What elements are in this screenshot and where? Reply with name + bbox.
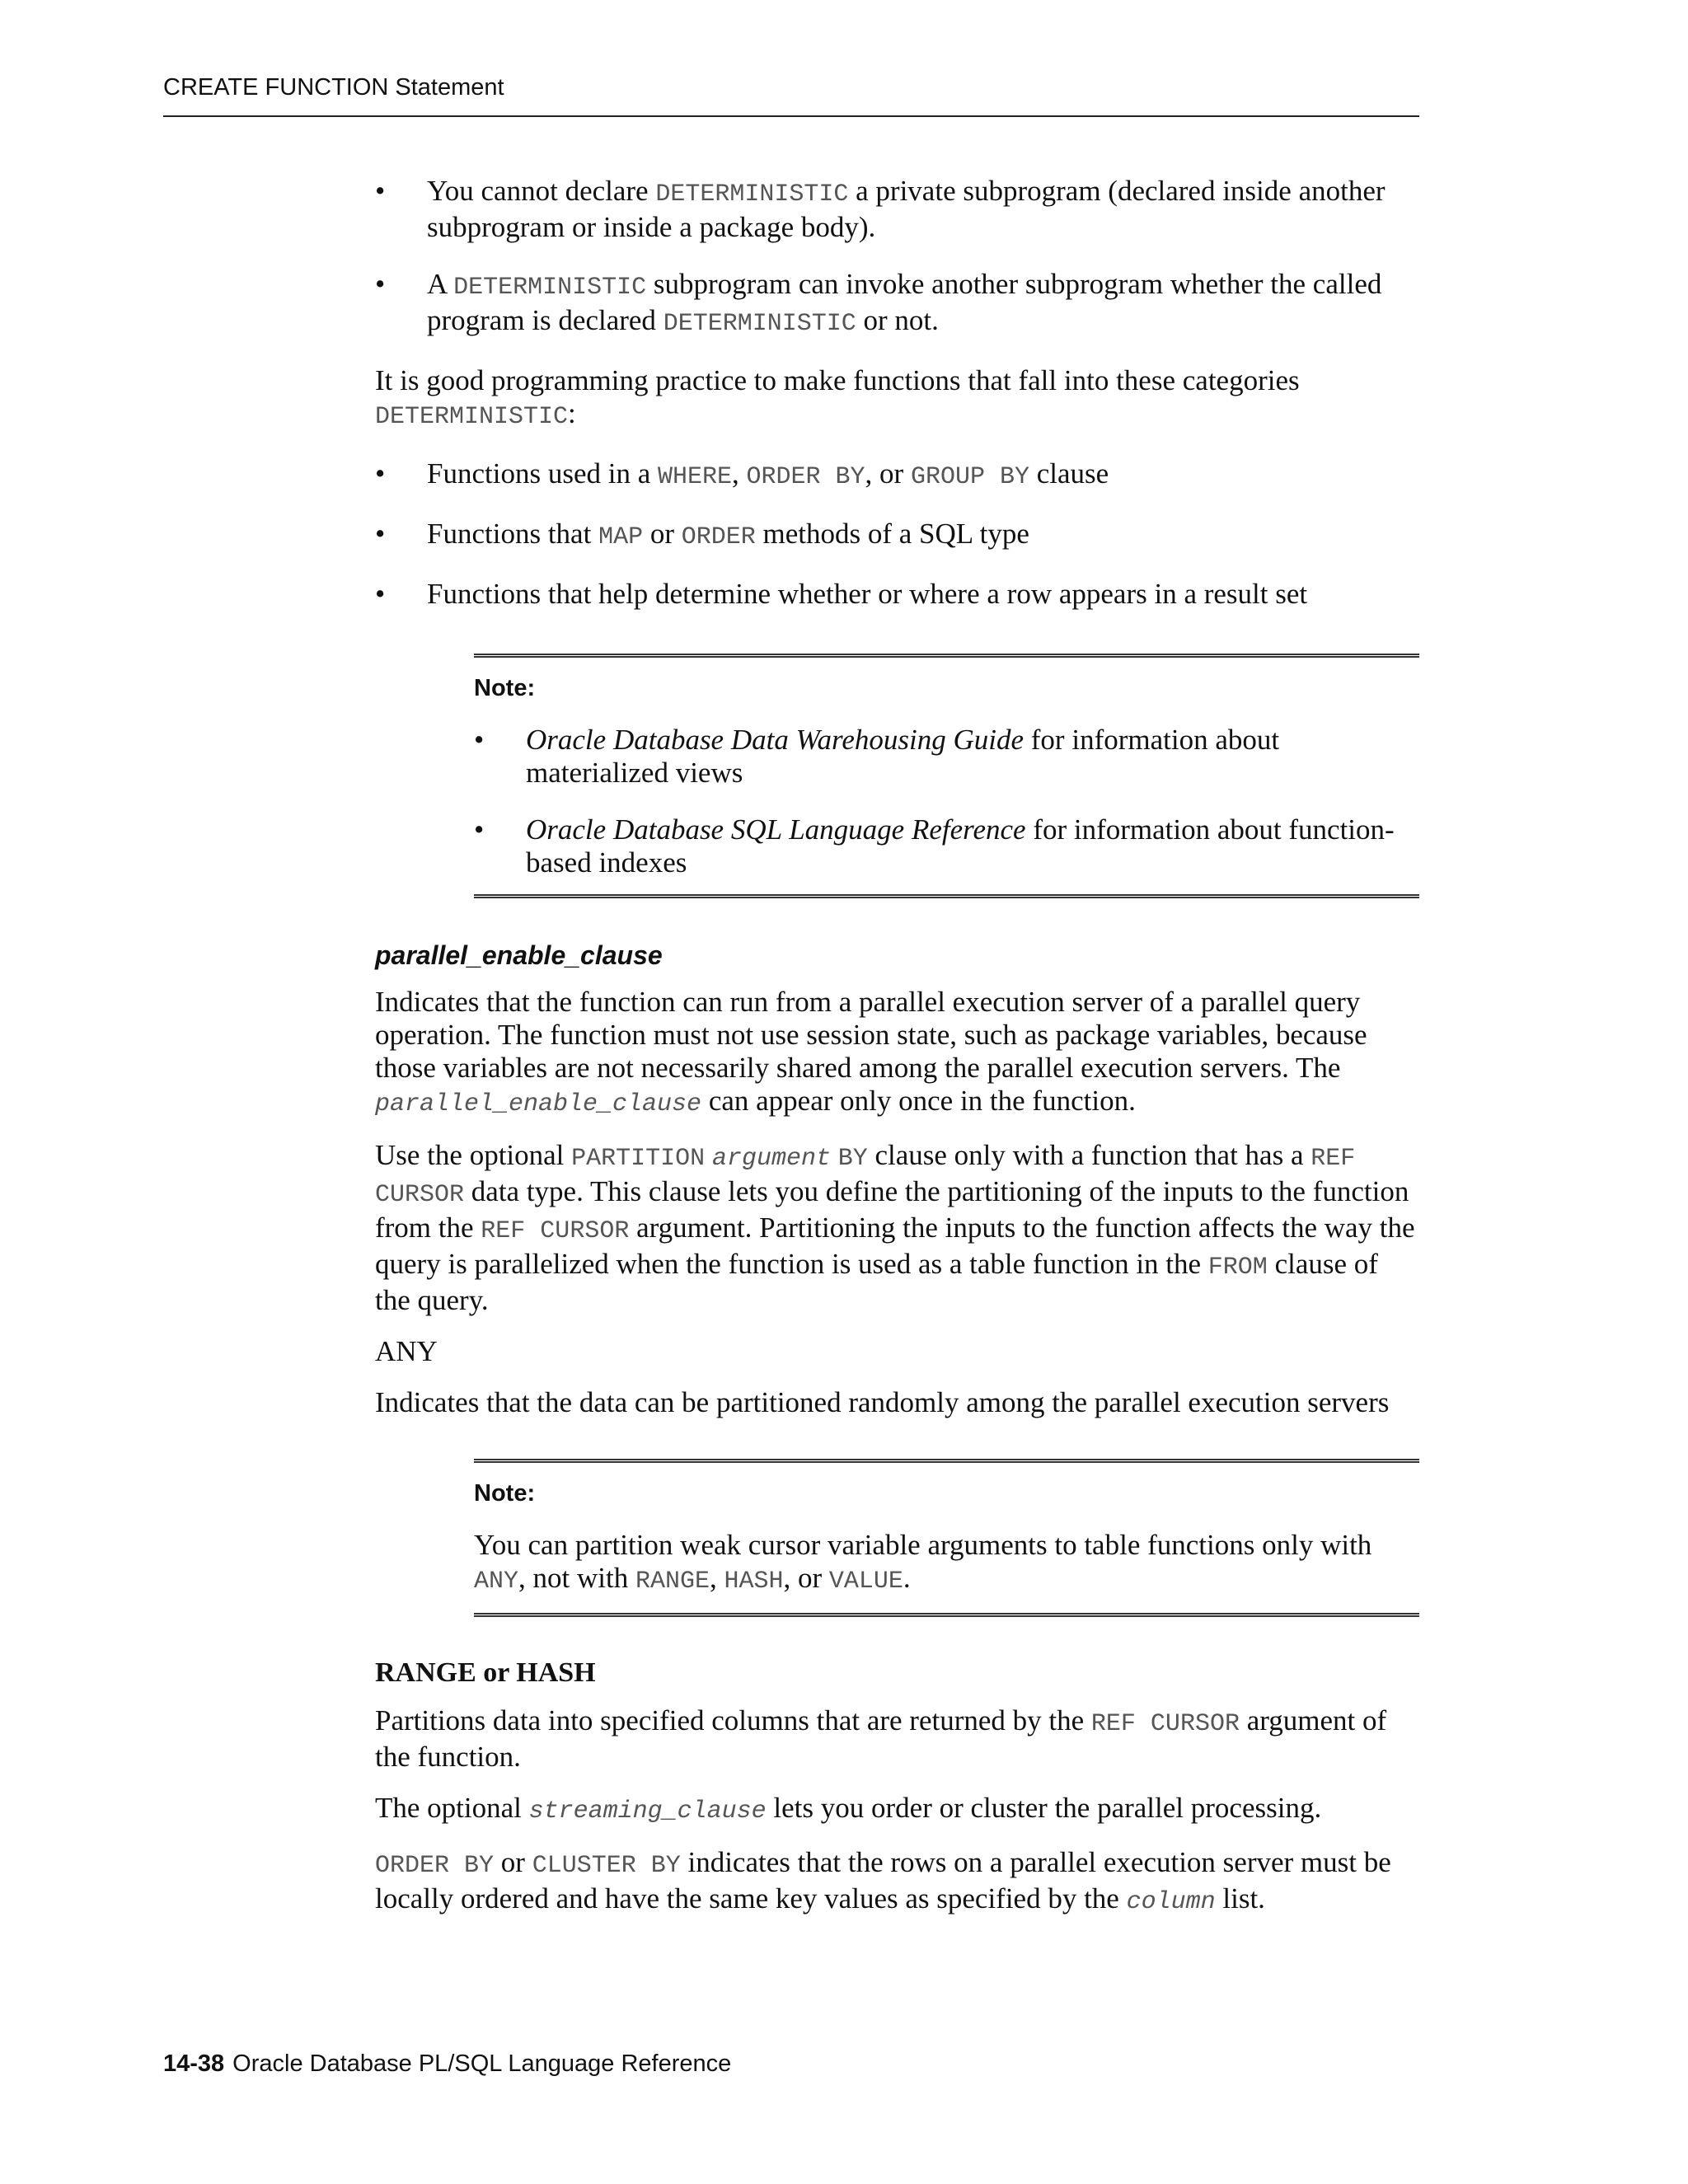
list-item: • You cannot declare DETERMINISTIC a private subprogram (declared inside another subprogram or inside a package body). [375, 175, 1386, 243]
bullet-icon: • [474, 813, 485, 846]
bullet-icon: • [474, 724, 485, 756]
page-footer [163, 2050, 731, 2078]
sub-heading-range-or-hash: RANGE or HASH [375, 1657, 596, 1688]
note-reference-list [474, 724, 1419, 879]
list-item: • Oracle Database SQL Language Reference for information about function-based indexes [474, 813, 1395, 879]
streaming-clause-paragraph: The optional streaming_clause lets you order or cluster the parallel processing. [375, 1792, 1322, 1825]
section-heading-parallel-enable-clause: parallel_enable_clause [375, 940, 663, 970]
partition-clause-paragraph: Use the optional PARTITION argument BY clause only with a function that has a REF CURSOR data type. This clause lets you define the partitioning of the inputs to the function from the REF CURSOR argument. Partitioning the inputs to the function affects the way the query is parallelized when the function is used as a table function in the FROM clause of the query. [375, 1139, 1415, 1316]
list-item: • Functions that MAP or ORDER methods of a SQL type [375, 518, 1029, 551]
any-description-paragraph: Indicates that the data can be partitioned randomly among the parallel execution servers [375, 1386, 1390, 1418]
practice-paragraph: It is good programming practice to make functions that fall into these categories DETERMINISTIC: [375, 364, 1300, 431]
category-bullet-list [375, 457, 1419, 611]
list-item: • A DETERMINISTIC subprogram can invoke another subprogram whether the called program is declared DETERMINISTIC or not. [375, 268, 1382, 338]
body-content [375, 175, 1419, 1937]
list-item: • Functions that help determine whether or where a row appears in a result set [375, 578, 1308, 610]
bullet-icon: • [375, 175, 386, 207]
book-title-link[interactable]: Oracle Database Data Warehousing Guide [526, 724, 1025, 756]
running-header: CREATE FUNCTION Statement [163, 74, 504, 101]
any-term: ANY [375, 1335, 438, 1367]
book-title-link[interactable]: Oracle Database SQL Language Reference [526, 813, 1026, 846]
note-title: Note: [474, 675, 536, 701]
note-title: Note: [474, 1480, 536, 1507]
parallel-description-paragraph: Indicates that the function can run from a parallel execution server of a parallel query operation. The function must not use session state, such as package variables, because those variables are not necessarily shared among the parallel execution servers. The parallel_enable_clause can appear only once in the function. [375, 986, 1367, 1118]
bullet-icon: • [375, 518, 386, 550]
page-number: 14-38 [163, 2050, 225, 2077]
bullet-icon: • [375, 268, 386, 300]
bullet-icon: • [375, 457, 386, 490]
book-title: Oracle Database PL/SQL Language Reference [232, 2050, 732, 2077]
note-text: You can partition weak cursor variable arguments to table functions only with ANY, not with RANGE, HASH, or VALUE. [474, 1529, 1372, 1596]
intro-bullet-list [375, 175, 1419, 340]
header-rule [163, 115, 1419, 117]
note-box-partition [474, 1459, 1419, 1617]
range-description-paragraph: Partitions data into specified columns that are returned by the REF CURSOR argument of the function. [375, 1704, 1387, 1773]
list-item: • Functions used in a WHERE, ORDER BY, or GROUP BY clause [375, 457, 1109, 491]
note-box-references [474, 654, 1419, 898]
order-cluster-paragraph: ORDER BY or CLUSTER BY indicates that the rows on a parallel execution server must be locally ordered and have the same key values as specified by the column list. [375, 1846, 1391, 1916]
bullet-icon: • [375, 578, 386, 610]
list-item: • Oracle Database Data Warehousing Guide for information about materialized views [474, 724, 1280, 789]
